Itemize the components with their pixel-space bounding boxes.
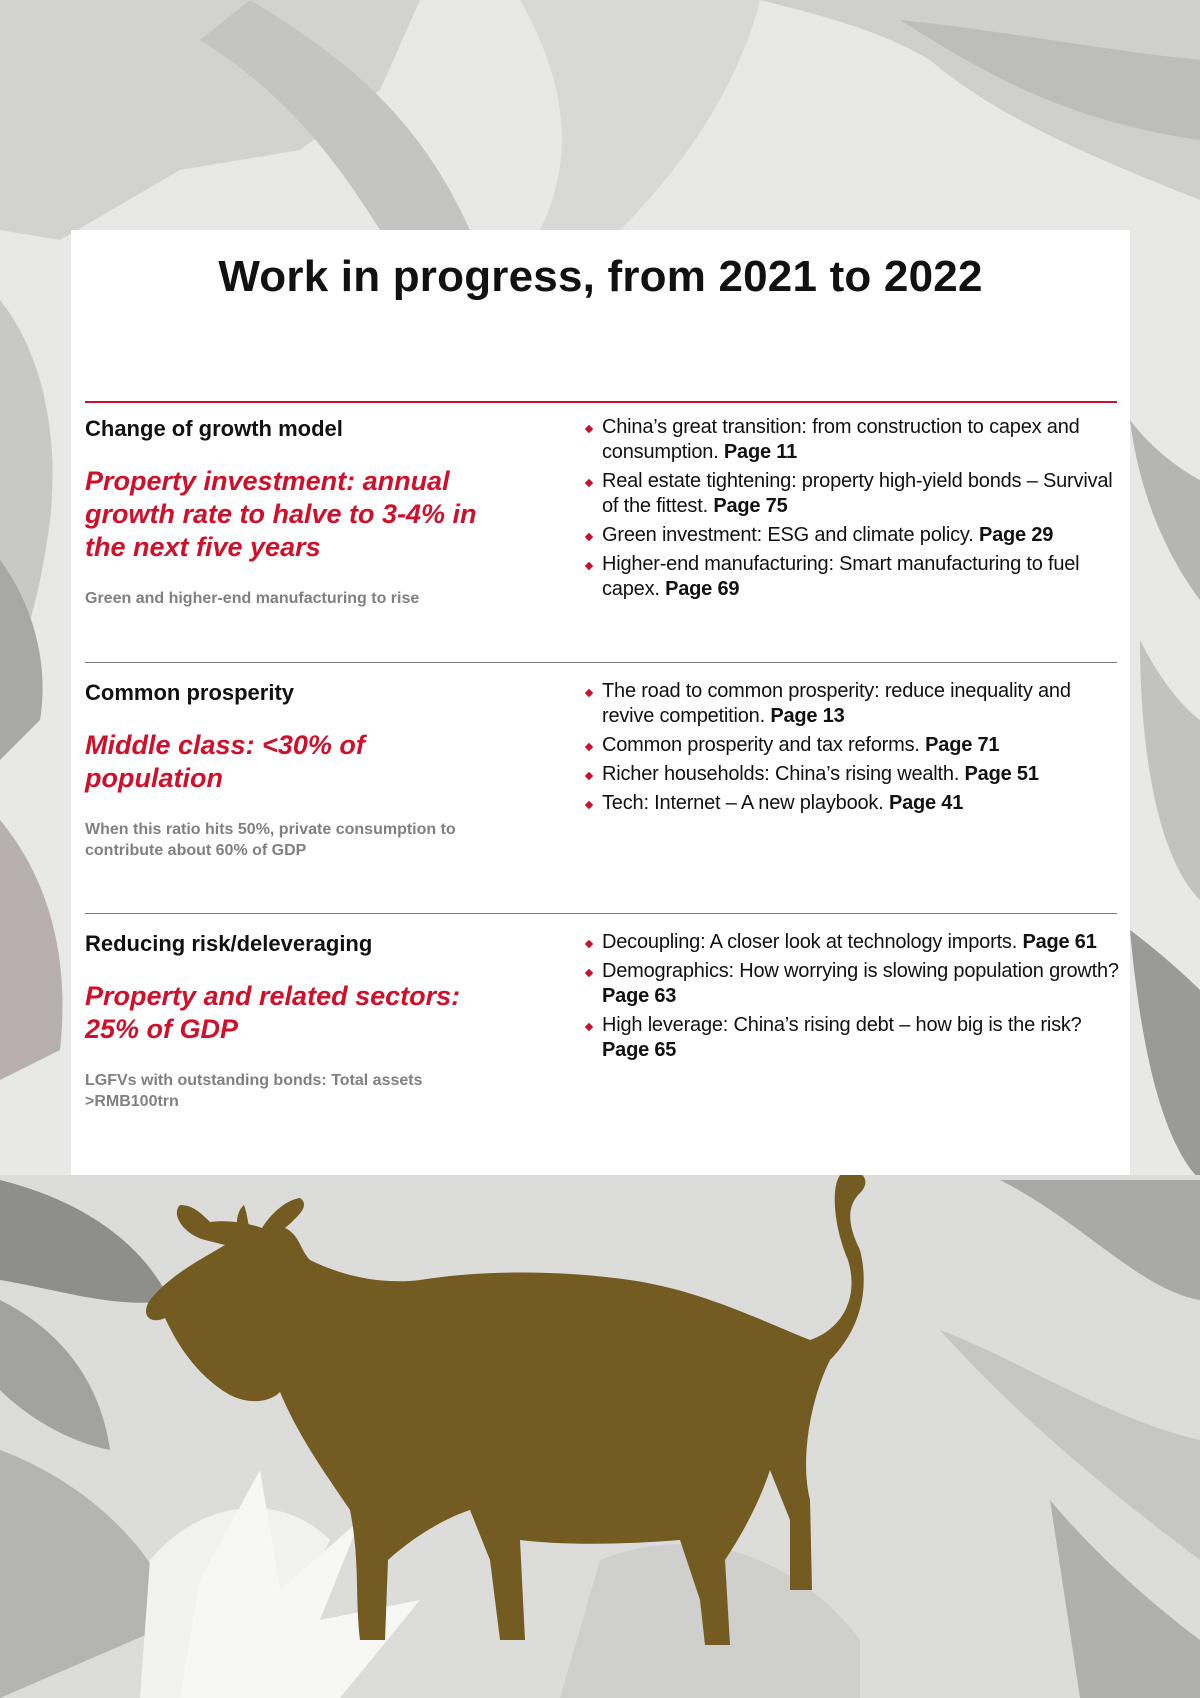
bullet-text: Green investment: ESG and climate policy. <box>602 524 974 546</box>
section-common-prosperity <box>85 679 1117 919</box>
section-headline: Property investment: annual growth rate to halve to 3-4% in the next five years <box>85 466 477 562</box>
bullet-item <box>582 523 1122 548</box>
bullet-text: Higher-end manufacturing: Smart manufacturing to fuel capex. <box>602 553 1080 600</box>
bullet-diamond-icon <box>585 425 593 433</box>
bullet-item <box>582 762 1122 787</box>
bullet-diamond-icon <box>585 969 593 977</box>
section-deleveraging <box>85 930 1117 1160</box>
bullet-diamond-icon <box>585 772 593 780</box>
section-bullets <box>582 415 1122 606</box>
section-headline: Property and related sectors: 25% of GDP <box>85 981 461 1044</box>
bullet-item <box>582 930 1122 955</box>
bullet-text: Demographics: How worrying is slowing population growth? <box>602 960 1119 982</box>
section-summary <box>85 930 535 1112</box>
section-growth-model <box>85 415 1117 665</box>
title-divider <box>85 401 1117 403</box>
page-reference: Page 75 <box>713 495 788 517</box>
bullet-text: Richer households: China’s rising wealth. <box>602 763 960 785</box>
bullet-diamond-icon <box>585 940 593 948</box>
bullet-diamond-icon <box>585 562 593 570</box>
bullet-text: Decoupling: A closer look at technology imports. <box>602 931 1018 953</box>
page-reference: Page 65 <box>602 1039 677 1061</box>
page-reference: Page 29 <box>978 524 1054 546</box>
page-reference: Page 13 <box>770 705 845 727</box>
section-note: LGFVs with outstanding bonds: Total assets >RMB100trn <box>85 1072 423 1110</box>
section-heading: Change of growth model <box>85 416 343 441</box>
section-bullets <box>582 679 1122 820</box>
bullet-item <box>582 791 1122 816</box>
bullet-item <box>582 733 1122 758</box>
summary-card <box>71 230 1130 1175</box>
bullet-diamond-icon <box>585 533 593 541</box>
page-reference: Page 61 <box>1022 931 1097 953</box>
bullet-diamond-icon <box>585 1023 593 1031</box>
section-headline: Middle class: <30% of population <box>85 730 365 793</box>
section-note: When this ratio hits 50%, private consumption to contribute about 60% of GDP <box>85 821 456 859</box>
page-reference: Page 69 <box>665 578 740 600</box>
section-heading: Common prosperity <box>85 680 295 705</box>
bullet-text: Common prosperity and tax reforms. <box>602 734 920 756</box>
bullet-item <box>582 469 1122 519</box>
section-bullets <box>582 930 1122 1067</box>
section-summary <box>85 415 535 609</box>
page-reference: Page 51 <box>964 763 1039 785</box>
bullet-diamond-icon <box>585 479 593 487</box>
bullet-text: China’s great transition: from construction to capex and consumption. <box>602 416 1080 463</box>
page-reference: Page 11 <box>723 441 798 463</box>
bullet-item <box>582 415 1122 465</box>
section-summary <box>85 679 535 861</box>
page-title: Work in progress, from 2021 to 2022 <box>218 252 983 301</box>
section-divider <box>85 662 1117 663</box>
section-note: Green and higher-end manufacturing to rise <box>85 590 420 607</box>
bullet-text: The road to common prosperity: reduce inequality and revive competition. <box>602 680 1071 727</box>
bullet-diamond-icon <box>585 801 593 809</box>
bullet-item <box>582 959 1122 1009</box>
bullet-text: Real estate tightening: property high-yield bonds – Survival of the fittest. <box>602 470 1113 517</box>
section-heading: Reducing risk/deleveraging <box>85 931 373 956</box>
bullet-text: Tech: Internet – A new playbook. <box>602 792 884 814</box>
section-divider <box>85 913 1117 914</box>
bullet-item <box>582 1013 1122 1063</box>
bullet-item <box>582 552 1122 602</box>
page-reference: Page 63 <box>602 985 677 1007</box>
bullet-item <box>582 679 1122 729</box>
page-reference: Page 41 <box>888 792 964 814</box>
bullet-diamond-icon <box>585 743 593 751</box>
page-reference: Page 71 <box>925 734 1000 756</box>
bullet-text: High leverage: China’s rising debt – how big is the risk? <box>602 1014 1082 1036</box>
bullet-diamond-icon <box>585 689 593 697</box>
